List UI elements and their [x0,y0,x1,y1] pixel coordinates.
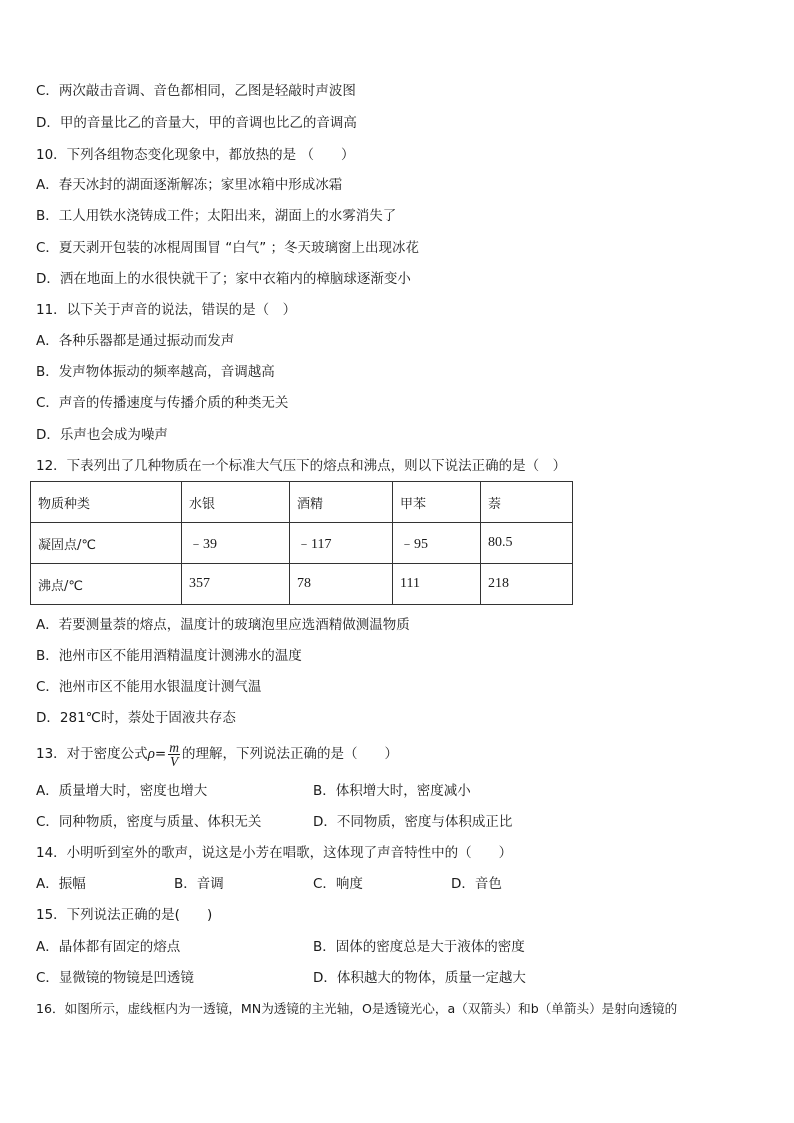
q12-stem: 12．下表列出了几种物质在一个标准大气压下的熔点和沸点，则以下说法正确的是（ ） [36,458,567,474]
table-cell: 218 [481,564,573,605]
q11-stem: 11．以下关于声音的说法，错误的是（ ） [36,302,297,318]
q13-stem-prefix: 13．对于密度公式 [36,746,148,762]
q14-option-a: A．振幅 [36,876,86,892]
table-cell: 凝固点/℃ [31,523,182,564]
table-header-row [31,482,573,523]
q15-option-a: A．晶体都有固定的熔点 [36,939,181,955]
q11-option-d: D．乐声也会成为噪声 [36,427,168,443]
q10-option-a: A．春天冰封的湖面逐渐解冻；家里冰箱中形成冰霜 [36,177,343,193]
q14-stem: 14．小明听到室外的歌声，说这是小芳在唱歌，这体现了声音特性中的（ ） [36,845,513,861]
table-cell: 78 [290,564,393,605]
q13-option-a: A．质量增大时，密度也增大 [36,783,208,799]
table-header-cell: 水银 [182,482,290,523]
q14-option-b: B．音调 [174,876,224,892]
q13-option-b: B．体积增大时，密度减小 [313,783,471,799]
melting-boiling-table [30,481,573,605]
q11-option-a: A．各种乐器都是通过振动而发声 [36,333,235,349]
table-header-cell: 萘 [481,482,573,523]
q10-option-c: C．夏天剥开包装的冰棍周围冒 “白气” ；冬天玻璃窗上出现冰花 [36,240,419,256]
q13-option-c: C．同种物质，密度与质量、体积无关 [36,814,262,830]
q12-option-b: B．池州市区不能用酒精温度计测沸水的温度 [36,648,302,664]
table-header-cell: 物质种类 [31,482,182,523]
q13-stem-suffix: 的理解，下列说法正确的是（ ） [181,746,398,762]
q13-option-d: D．不同物质，密度与体积成正比 [313,814,513,830]
density-formula-equals: = [154,746,167,762]
table-cell: ﹣117 [290,523,393,564]
table-cell: ﹣39 [182,523,290,564]
q10-option-d: D．洒在地面上的水很快就干了；家中衣箱内的樟脑球逐渐变小 [36,271,411,287]
table-row [31,523,573,564]
formula-denominator: V [169,753,179,769]
q12-option-d: D．281℃时，萘处于固液共存态 [36,710,236,726]
q9-option-d: D．甲的音量比乙的音量大，甲的音调也比乙的音调高 [36,115,357,131]
table-header-cell: 酒精 [290,482,393,523]
q16-stem: 16．如图所示，虚线框内为一透镜，MN为透镜的主光轴，O是透镜光心，a（双箭头）和b（单箭头）是射向透镜的 [36,1001,678,1016]
table-row [31,564,573,605]
q14-option-d: D．音色 [451,876,502,892]
q9-option-c: C．两次敲击音调、音色都相同，乙图是轻敲时声波图 [36,83,356,99]
q13-stem [36,737,398,771]
q12-option-c: C．池州市区不能用水银温度计测气温 [36,679,262,695]
table-header-cell: 甲苯 [393,482,481,523]
table-cell: 357 [182,564,290,605]
q15-option-d: D．体积越大的物体，质量一定越大 [313,970,526,986]
q10-stem: 10．下列各组物态变化现象中，都放热的是 （ ） [36,147,355,163]
table-cell: 111 [393,564,481,605]
table-cell: 80.5 [481,523,573,564]
formula-numerator: m [169,739,179,755]
q14-option-c: C．响度 [313,876,363,892]
table-cell: ﹣95 [393,523,481,564]
q10-option-b: B．工人用铁水浇铸成工件；太阳出来，湖面上的水雾消失了 [36,208,397,224]
q15-option-b: B．固体的密度总是大于液体的密度 [313,939,525,955]
density-formula-rho: ρ [147,746,155,762]
table-cell: 沸点/℃ [31,564,182,605]
q11-option-b: B．发声物体振动的频率越高，音调越高 [36,364,275,380]
q15-option-c: C．显微镜的物镜是凹透镜 [36,970,194,986]
q15-stem: 15．下列说法正确的是( ) [36,907,213,923]
q11-option-c: C．声音的传播速度与传播介质的种类无关 [36,395,289,411]
density-formula-fraction [168,741,180,768]
q12-option-a: A．若要测量萘的熔点，温度计的玻璃泡里应选酒精做测温物质 [36,617,410,633]
